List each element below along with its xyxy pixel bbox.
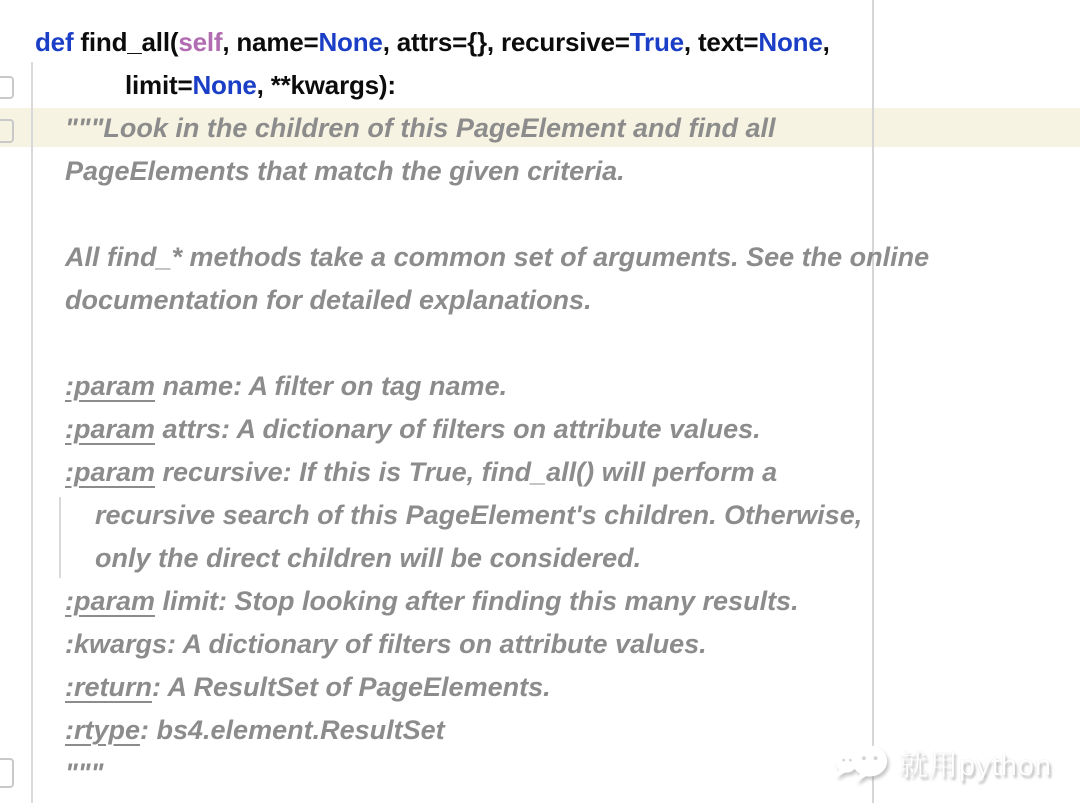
fold-marker-icon[interactable]: [0, 758, 14, 788]
code-token: limit=: [125, 70, 193, 100]
code-line: [0, 451, 1080, 494]
code-token: :kwargs: A dictionary of filters on attribute values.: [65, 629, 707, 659]
code-token: PageElements that match the given criteria.: [65, 156, 625, 186]
code-token: documentation for detailed explanations.: [65, 285, 592, 315]
code-line: [0, 580, 1080, 623]
code-token: recursive search of this PageElement's children. Otherwise,: [95, 500, 863, 530]
code-token: attrs: A dictionary of filters on attribute values.: [155, 414, 761, 444]
code-token: , attrs={}, recursive=: [382, 27, 630, 57]
code-token: ,: [822, 27, 830, 57]
code-line-highlighted: [0, 107, 1080, 150]
code-editor-text-area[interactable]: [0, 21, 1080, 795]
code-token: :param: [65, 457, 156, 487]
code-line: [0, 193, 1080, 236]
code-token: , text=: [683, 27, 759, 57]
code-line: [0, 408, 1080, 451]
code-token: :param: [65, 586, 156, 616]
fold-marker-icon[interactable]: [0, 119, 14, 143]
code-token: , name=: [222, 27, 319, 57]
code-token: """Look in the children of this PageElement and find all: [65, 113, 776, 143]
code-token: , **kwargs):: [256, 70, 396, 100]
code-line: [0, 365, 1080, 408]
code-line: [0, 150, 1080, 193]
code-line: [0, 322, 1080, 365]
code-token: True: [629, 27, 684, 57]
code-token: recursive: If this is True, find_all() will perform a: [155, 457, 778, 487]
code-token: find_all(: [73, 27, 179, 57]
code-token: name: A filter on tag name.: [155, 371, 508, 401]
code-line: [0, 21, 1080, 64]
code-token: None: [758, 27, 823, 57]
code-token: :rtype: [65, 715, 141, 745]
code-line: [0, 623, 1080, 666]
code-token: : bs4.element.ResultSet: [140, 715, 445, 745]
code-token: def: [35, 27, 74, 57]
code-token: None: [192, 70, 257, 100]
code-line: [0, 236, 1080, 279]
code-token: """: [65, 758, 104, 788]
wechat-icon: [833, 739, 891, 787]
watermark-text: 就用python: [898, 749, 1052, 782]
code-line: [0, 279, 1080, 322]
code-token: self: [178, 27, 223, 57]
code-token: :return: [65, 672, 152, 702]
code-token: None: [318, 27, 383, 57]
code-token: :param: [65, 371, 156, 401]
watermark: [833, 739, 1052, 787]
code-token: : A ResultSet of PageElements.: [152, 672, 551, 702]
code-line: [0, 64, 1080, 107]
code-line: [0, 666, 1080, 709]
code-token: limit: Stop looking after finding this many results.: [155, 586, 799, 616]
code-line: [0, 494, 1080, 537]
fold-marker-icon[interactable]: [0, 76, 14, 99]
code-token: only the direct children will be considered.: [95, 543, 642, 573]
code-line: [0, 537, 1080, 580]
code-token: All find_* methods take a common set of arguments. See the online: [65, 242, 930, 272]
code-token: :param: [65, 414, 156, 444]
